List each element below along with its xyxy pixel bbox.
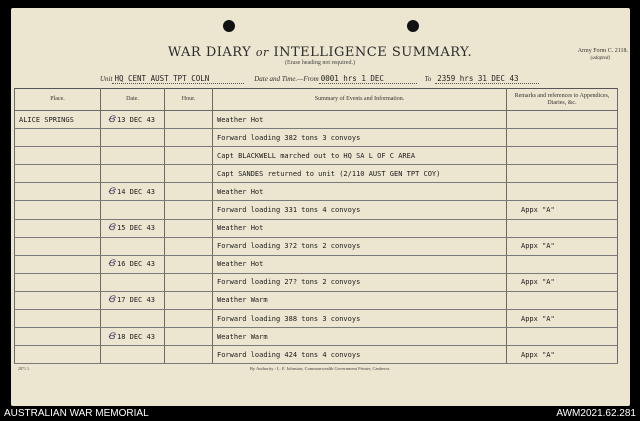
summary-text: Forward loading 331 tons 4 convoys: [217, 206, 361, 215]
cell-place: [15, 255, 101, 273]
date-text: 18 DEC 43: [116, 332, 155, 341]
cell-hour: [165, 165, 213, 183]
cell-remarks: [507, 328, 618, 346]
cell-place: [15, 273, 101, 291]
punch-hole-icon: [223, 20, 235, 32]
datetime-label: Date and Time.—From: [254, 75, 319, 83]
table-row: [15, 165, 618, 183]
table-row: [15, 255, 618, 273]
cell-remarks: [507, 183, 618, 201]
cell-remarks: [507, 255, 618, 273]
title-war-diary: WAR DIARY: [167, 45, 252, 60]
table-row: [15, 129, 618, 147]
remarks-text: Appx "A": [521, 206, 555, 215]
cell-summary: [213, 129, 507, 147]
cell-place: [15, 237, 101, 255]
summary-text: Weather Warm: [217, 296, 268, 305]
cell-summary: [213, 219, 507, 237]
cell-remarks: [507, 147, 618, 165]
title-intelligence-summary: INTELLIGENCE SUMMARY.: [273, 45, 473, 60]
army-form-label: [578, 47, 628, 63]
cell-summary: [213, 273, 507, 291]
remarks-text: Appx "A": [521, 350, 555, 359]
table-row: [15, 219, 618, 237]
cell-hour: [165, 291, 213, 309]
to-label: To: [424, 75, 432, 83]
summary-text: Weather Hot: [217, 115, 264, 124]
cell-summary: [213, 255, 507, 273]
table-row: [15, 273, 618, 291]
cell-date: [101, 219, 165, 237]
cell-place: [15, 328, 101, 346]
cell-summary: [213, 147, 507, 165]
remarks-text: Appx "A": [521, 242, 555, 251]
table-row: [15, 291, 618, 309]
table-row: [15, 328, 618, 346]
summary-text: Weather Warm: [217, 332, 268, 341]
punch-hole-icon: [407, 20, 419, 32]
cell-place: [15, 129, 101, 147]
initials-signature: Ꞡ: [108, 259, 115, 270]
unit-label: Unit: [100, 75, 113, 83]
page-subtitle: (Erase heading not required.): [285, 60, 355, 66]
army-form-adapted: (adapted): [590, 56, 610, 61]
cell-date: [101, 165, 165, 183]
cell-remarks: [507, 291, 618, 309]
table-header-row: [15, 89, 618, 111]
cell-date: [101, 273, 165, 291]
cell-date: [101, 129, 165, 147]
cell-place: [15, 291, 101, 309]
cell-summary: [213, 111, 507, 129]
cell-date: [101, 111, 165, 129]
col-header-hour: Hour.: [165, 89, 213, 111]
cell-place: [15, 201, 101, 219]
table-row: [15, 201, 618, 219]
cell-place: [15, 183, 101, 201]
table-row: [15, 346, 618, 364]
cell-place: [15, 147, 101, 165]
table-row: [15, 310, 618, 328]
caption-left: AUSTRALIAN WAR MEMORIAL: [4, 408, 149, 419]
cell-remarks: [507, 310, 618, 328]
cell-hour: [165, 310, 213, 328]
cell-hour: [165, 111, 213, 129]
cell-hour: [165, 237, 213, 255]
col-header-summary: Summary of Events and Information.: [213, 89, 507, 111]
cell-hour: [165, 346, 213, 364]
table-row: [15, 237, 618, 255]
cell-hour: [165, 183, 213, 201]
cell-remarks: [507, 129, 618, 147]
cell-summary: [213, 328, 507, 346]
cell-date: [101, 183, 165, 201]
initials-signature: Ꞡ: [108, 223, 115, 234]
army-form-number: Army Form C. 2118.: [577, 48, 628, 54]
table-row: [15, 111, 618, 129]
summary-text: Capt SANDES returned to unit (2/110 AUST GEN TPT COY): [217, 169, 441, 178]
summary-text: Forward loading 388 tons 3 convoys: [217, 314, 361, 323]
summary-text: Weather Hot: [217, 224, 264, 233]
cell-date: [101, 147, 165, 165]
cell-date: [101, 255, 165, 273]
cell-date: [101, 291, 165, 309]
cell-date: [101, 346, 165, 364]
printer-line: By Authority : L. F. Johnston, Commonwealth Government Printer, Canberra.: [249, 366, 391, 371]
table-body: [15, 111, 618, 364]
date-text: 17 DEC 43: [116, 296, 155, 305]
cell-remarks: [507, 201, 618, 219]
cell-remarks: [507, 165, 618, 183]
form-code: 2871.1.: [18, 366, 30, 371]
place-text: ALICE SPRINGS: [19, 115, 74, 124]
cell-place: [15, 310, 101, 328]
cell-hour: [165, 147, 213, 165]
initials-signature: Ꞡ: [108, 114, 115, 125]
cell-date: [101, 310, 165, 328]
page-title: [0, 45, 640, 60]
summary-text: Forward loading 382 tons 3 convoys: [217, 133, 361, 142]
col-header-date: Date.: [101, 89, 165, 111]
table-row: [15, 147, 618, 165]
cell-summary: [213, 346, 507, 364]
caption-right: AWM2021.62.281: [556, 408, 636, 419]
cell-summary: [213, 201, 507, 219]
remarks-text: Appx "A": [521, 314, 555, 323]
cell-date: [101, 328, 165, 346]
cell-date: [101, 201, 165, 219]
date-text: 15 DEC 43: [116, 224, 155, 233]
initials-signature: Ꞡ: [108, 186, 115, 197]
cell-summary: [213, 237, 507, 255]
cell-date: [101, 237, 165, 255]
cell-remarks: [507, 346, 618, 364]
summary-text: Weather Hot: [217, 187, 264, 196]
cell-summary: [213, 291, 507, 309]
cell-place: [15, 165, 101, 183]
date-text: 13 DEC 43: [116, 115, 155, 124]
date-text: 14 DEC 43: [116, 187, 155, 196]
summary-text: Capt BLACKWELL marched out to HQ SA L OF C AREA: [217, 151, 416, 160]
cell-remarks: [507, 273, 618, 291]
col-header-place: Place.: [15, 89, 101, 111]
summary-text: Forward loading 424 tons 4 convoys: [217, 350, 361, 359]
cell-hour: [165, 219, 213, 237]
cell-remarks: [507, 219, 618, 237]
cell-summary: [213, 183, 507, 201]
summary-text: Forward loading 27? tons 2 convoys: [217, 278, 361, 287]
remarks-text: Appx "A": [521, 278, 555, 287]
from-value: 0001 hrs 1 DEC: [319, 74, 417, 84]
cell-place: [15, 346, 101, 364]
cell-hour: [165, 255, 213, 273]
cell-place: [15, 219, 101, 237]
summary-text: Weather Hot: [217, 260, 264, 269]
cell-hour: [165, 273, 213, 291]
cell-summary: [213, 165, 507, 183]
cell-hour: [165, 328, 213, 346]
cell-remarks: [507, 237, 618, 255]
cell-place: [15, 111, 101, 129]
initials-signature: Ꞡ: [108, 331, 115, 342]
summary-text: Forward loading 3?2 tons 2 convoys: [217, 242, 361, 251]
col-header-remarks: Remarks and references to Appendices, Diaries, &c.: [507, 89, 618, 111]
unit-value: HQ CENT AUST TPT COLN: [112, 74, 244, 84]
title-or: or: [255, 46, 269, 59]
cell-hour: [165, 129, 213, 147]
cell-remarks: [507, 111, 618, 129]
to-value: 2359 hrs 31 DEC 43: [435, 74, 539, 84]
unit-date-row: [100, 74, 539, 84]
cell-summary: [213, 310, 507, 328]
initials-signature: Ꞡ: [108, 295, 115, 306]
date-text: 16 DEC 43: [116, 260, 155, 269]
diary-table: [14, 88, 618, 364]
cell-hour: [165, 201, 213, 219]
table-row: [15, 183, 618, 201]
